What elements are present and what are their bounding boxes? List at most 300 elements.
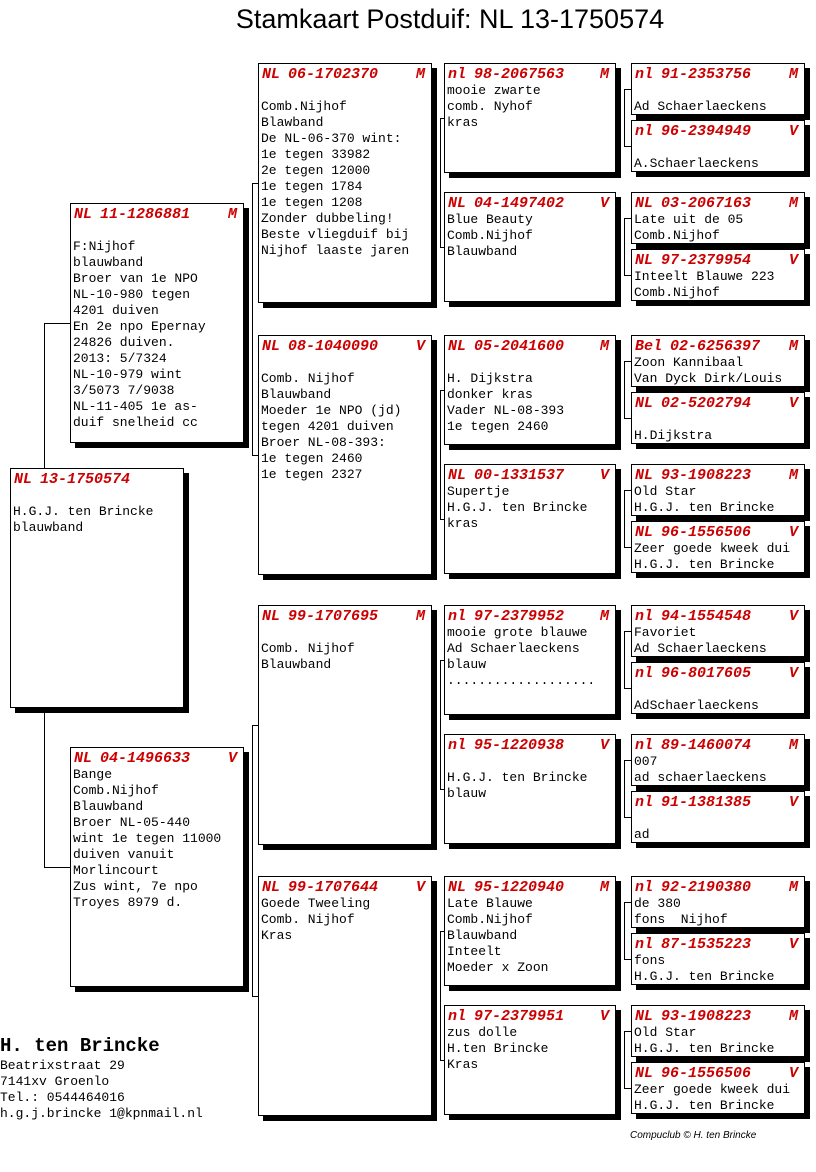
note-line: 2e tegen 12000 bbox=[261, 163, 371, 178]
ring-number: 97-2379951 bbox=[474, 1008, 565, 1025]
ring-number: 89-1460074 bbox=[661, 737, 752, 754]
sex-marker: V bbox=[788, 395, 798, 412]
bird-card-g16 bbox=[631, 1062, 805, 1114]
connector-line bbox=[624, 361, 625, 418]
bird-notes bbox=[259, 625, 431, 673]
bird-notes bbox=[632, 754, 804, 786]
bird-notes bbox=[71, 223, 243, 431]
bird-header bbox=[632, 792, 804, 811]
connector-line bbox=[624, 275, 631, 276]
ring-number: 05-2041600 bbox=[474, 338, 565, 355]
sex-marker: M bbox=[415, 608, 425, 625]
ring-number: 96-1556506 bbox=[661, 1065, 752, 1082]
connector-line bbox=[440, 118, 441, 247]
bird-header bbox=[632, 393, 804, 412]
bird-card-g11 bbox=[631, 734, 805, 786]
ring-number: 00-1331537 bbox=[474, 467, 565, 484]
page-title: Stamkaart Postduif: NL 13-1750574 bbox=[235, 4, 665, 34]
note-line: H.G.J. ten Brincke bbox=[13, 504, 154, 519]
country-code: NL bbox=[635, 395, 654, 412]
sex-marker: M bbox=[788, 467, 798, 484]
note-line: F:Nijhof bbox=[73, 239, 136, 254]
note-line: Old Star bbox=[634, 1025, 697, 1040]
ring-number: 96-8017605 bbox=[661, 665, 752, 682]
bird-card-mfm bbox=[444, 734, 616, 844]
bird-header bbox=[445, 877, 615, 896]
country-code: Bel bbox=[635, 338, 663, 355]
note-line: Blue Beauty bbox=[447, 212, 533, 227]
bird-card-g3 bbox=[631, 192, 805, 244]
bird-header bbox=[71, 204, 243, 223]
bird-notes bbox=[632, 212, 804, 244]
bird-card-mf bbox=[258, 605, 432, 845]
ring-number: 98-2067563 bbox=[474, 66, 565, 83]
note-line: Vader NL-08-393 bbox=[447, 403, 565, 418]
owner-phone: Tel.: 0544464016 bbox=[0, 1090, 125, 1105]
sex-marker: M bbox=[599, 66, 609, 83]
note-line: duiven vanuit bbox=[73, 847, 175, 862]
sex-marker: V bbox=[599, 195, 609, 212]
country-code: nl bbox=[635, 665, 654, 682]
note-line: Van Dyck Dirk/Louis bbox=[634, 371, 783, 386]
note-line: fons bbox=[634, 953, 666, 968]
bird-header bbox=[445, 465, 615, 484]
bird-header bbox=[632, 64, 804, 83]
note-line: wint 1e tegen 11000 bbox=[73, 831, 222, 846]
sex-marker: V bbox=[788, 608, 798, 625]
ring-number: 13-1750574 bbox=[40, 471, 131, 488]
note-line: H.G.J. ten Brincke bbox=[634, 1041, 775, 1056]
bird-header bbox=[632, 250, 804, 269]
bird-header bbox=[632, 121, 804, 140]
bird-notes bbox=[632, 412, 804, 444]
sex-marker: V bbox=[415, 338, 425, 355]
connector-line bbox=[624, 1031, 625, 1088]
connector-line bbox=[252, 183, 253, 455]
note-line: blauwband bbox=[13, 520, 84, 535]
connector-line bbox=[44, 867, 70, 868]
note-line: 1e tegen 1784 bbox=[261, 179, 363, 194]
connector-line bbox=[624, 490, 625, 547]
country-code: NL bbox=[74, 750, 93, 767]
bird-header bbox=[632, 934, 804, 953]
bird-notes bbox=[632, 1025, 804, 1057]
sex-marker: M bbox=[599, 608, 609, 625]
bird-notes bbox=[632, 140, 804, 172]
connector-line bbox=[252, 725, 253, 996]
bird-card-fmm bbox=[444, 464, 616, 574]
bird-card-ff bbox=[258, 63, 432, 303]
note-line: De NL-06-370 wint: bbox=[261, 131, 402, 146]
note-line: Comb.Nijhof bbox=[634, 228, 720, 243]
note-line bbox=[634, 811, 804, 827]
note-line: H.G.J. ten Brincke bbox=[634, 1098, 775, 1113]
bird-notes bbox=[445, 1025, 615, 1073]
country-code: NL bbox=[14, 471, 33, 488]
note-line: Blauwband bbox=[261, 387, 332, 402]
note-line: H.G.J. ten Brincke bbox=[447, 500, 588, 515]
bird-header bbox=[632, 606, 804, 625]
note-line bbox=[634, 83, 804, 99]
sex-marker: V bbox=[788, 123, 798, 140]
bird-header bbox=[632, 1006, 804, 1025]
connector-line bbox=[624, 631, 625, 688]
country-code: NL bbox=[262, 66, 281, 83]
note-line: Comb. Nijhof bbox=[261, 371, 355, 386]
note-line: donker kras bbox=[447, 387, 533, 402]
bird-header bbox=[632, 336, 804, 355]
country-code: NL bbox=[635, 1065, 654, 1082]
ring-number: 95-1220940 bbox=[474, 879, 565, 896]
note-line: Morlincourt bbox=[73, 863, 159, 878]
sex-marker: M bbox=[599, 338, 609, 355]
ring-number: 91-1381385 bbox=[661, 794, 752, 811]
bird-notes bbox=[632, 682, 804, 714]
owner-block bbox=[0, 1034, 203, 1122]
note-line bbox=[13, 488, 183, 504]
note-line bbox=[634, 682, 804, 698]
bird-notes bbox=[259, 896, 431, 944]
sex-marker: V bbox=[227, 750, 237, 767]
connector-line bbox=[624, 89, 625, 146]
bird-header bbox=[632, 1063, 804, 1082]
bird-header bbox=[259, 64, 431, 83]
note-line: NL-10-979 wint bbox=[73, 367, 183, 382]
ring-number: 03-2067163 bbox=[661, 195, 752, 212]
connector-line bbox=[624, 218, 625, 275]
note-line: 4201 duiven bbox=[73, 303, 159, 318]
connector-line bbox=[624, 490, 631, 491]
connector-line bbox=[624, 361, 631, 362]
note-line bbox=[634, 412, 804, 428]
bird-card-mff bbox=[444, 605, 616, 715]
note-line: Troyes 8979 d. bbox=[73, 895, 183, 910]
note-line: Blauwband bbox=[447, 928, 518, 943]
country-code: NL bbox=[448, 879, 467, 896]
note-line: Bange bbox=[73, 767, 113, 782]
bird-header bbox=[632, 735, 804, 754]
note-line: ................... bbox=[447, 673, 596, 688]
bird-card-father bbox=[70, 203, 244, 443]
note-line: Comb. Nijhof bbox=[261, 912, 355, 927]
note-line bbox=[261, 83, 431, 99]
bird-header bbox=[632, 193, 804, 212]
bird-header bbox=[259, 877, 431, 896]
connector-line bbox=[624, 959, 631, 960]
note-line: blauw bbox=[447, 657, 487, 672]
note-line: comb. Nyhof bbox=[447, 99, 533, 114]
note-line: Beste vliegduif bij bbox=[261, 227, 410, 242]
note-line: duif snelheid cc bbox=[73, 415, 198, 430]
note-line: Old Star bbox=[634, 484, 697, 499]
sex-marker: M bbox=[788, 1008, 798, 1025]
country-code: nl bbox=[448, 1008, 467, 1025]
country-code: nl bbox=[635, 737, 654, 754]
connector-line bbox=[624, 1031, 631, 1032]
bird-header bbox=[11, 469, 183, 488]
country-code: NL bbox=[448, 338, 467, 355]
sex-marker: V bbox=[788, 936, 798, 953]
note-line: blauwband bbox=[73, 255, 144, 270]
connector-line bbox=[624, 760, 631, 761]
bird-card-mm bbox=[258, 876, 432, 1116]
connector-line bbox=[624, 760, 625, 817]
bird-notes bbox=[632, 83, 804, 115]
ring-number: 08-1040090 bbox=[288, 338, 379, 355]
bird-card-g14 bbox=[631, 933, 805, 985]
sex-marker: V bbox=[788, 1065, 798, 1082]
note-line: A.Schaerlaeckens bbox=[634, 156, 759, 171]
sex-marker: V bbox=[788, 252, 798, 269]
country-code: NL bbox=[74, 206, 93, 223]
note-line: ad schaerlaeckens bbox=[634, 770, 767, 785]
note-line: H.G.J. ten Brincke bbox=[634, 557, 775, 572]
sex-marker: M bbox=[788, 66, 798, 83]
note-line: H.ten Brincke bbox=[447, 1041, 549, 1056]
bird-header bbox=[445, 735, 615, 754]
note-line: 24826 duiven. bbox=[73, 335, 175, 350]
connector-line bbox=[624, 902, 631, 903]
note-line: zus dolle bbox=[447, 1025, 518, 1040]
note-line: Kras bbox=[447, 1057, 479, 1072]
bird-notes bbox=[445, 212, 615, 260]
note-line: Blawband bbox=[261, 115, 324, 130]
bird-card-mmf bbox=[444, 876, 616, 986]
bird-notes bbox=[632, 541, 804, 573]
note-line: Comb.Nijhof bbox=[261, 99, 347, 114]
bird-card-g10 bbox=[631, 662, 805, 714]
bird-notes bbox=[632, 1082, 804, 1114]
bird-header bbox=[445, 1006, 615, 1025]
bird-card-mother bbox=[70, 747, 244, 987]
note-line: Goede Tweeling bbox=[261, 896, 371, 911]
note-line: Zeer goede kweek dui bbox=[634, 541, 791, 556]
connector-line bbox=[440, 390, 441, 519]
sex-marker: M bbox=[788, 195, 798, 212]
note-line: 2013: 5/7324 bbox=[73, 351, 167, 366]
note-line: H.G.J. ten Brincke bbox=[634, 500, 775, 515]
bird-notes bbox=[259, 355, 431, 483]
country-code: nl bbox=[635, 936, 654, 953]
note-line: Moeder x Zoon bbox=[447, 960, 549, 975]
connector-line bbox=[440, 660, 441, 789]
ring-number: 92-2190380 bbox=[661, 879, 752, 896]
note-line: fons Nijhof bbox=[634, 912, 728, 927]
bird-header bbox=[445, 64, 615, 83]
note-line: Inteelt Blauwe 223 bbox=[634, 269, 775, 284]
note-line: Comb.Nijhof bbox=[447, 228, 533, 243]
note-line: Comb.Nijhof bbox=[73, 783, 159, 798]
bird-header bbox=[632, 522, 804, 541]
country-code: NL bbox=[635, 252, 654, 269]
connector-line bbox=[624, 817, 631, 818]
country-code: nl bbox=[635, 123, 654, 140]
connector-line bbox=[624, 1088, 631, 1089]
country-code: NL bbox=[448, 195, 467, 212]
note-line: Blauwband bbox=[261, 657, 332, 672]
bird-notes bbox=[259, 83, 431, 259]
ring-number: 96-2394949 bbox=[661, 123, 752, 140]
bird-header bbox=[445, 193, 615, 212]
note-line: Ad Schaerlaeckens bbox=[447, 641, 580, 656]
country-code: NL bbox=[448, 467, 467, 484]
bird-card-g13 bbox=[631, 876, 805, 928]
note-line: mooie grote blauwe bbox=[447, 625, 588, 640]
note-line: Favoriet bbox=[634, 625, 697, 640]
note-line: ad bbox=[634, 827, 650, 842]
note-line: Supertje bbox=[447, 484, 510, 499]
note-line: Zonder dubbeling! bbox=[261, 211, 394, 226]
note-line bbox=[447, 754, 615, 770]
note-line: 1e tegen 33982 bbox=[261, 147, 371, 162]
bird-card-g9 bbox=[631, 605, 805, 657]
note-line: H.G.J. ten Brincke bbox=[447, 770, 588, 785]
sex-marker: V bbox=[599, 467, 609, 484]
bird-notes bbox=[445, 754, 615, 802]
ring-number: 11-1286881 bbox=[100, 206, 191, 223]
bird-card-mmm bbox=[444, 1005, 616, 1115]
bird-notes bbox=[632, 269, 804, 301]
country-code: nl bbox=[635, 66, 654, 83]
bird-notes bbox=[11, 488, 183, 536]
country-code: nl bbox=[448, 608, 467, 625]
note-line: tegen 4201 duiven bbox=[261, 419, 394, 434]
sex-marker: M bbox=[599, 879, 609, 896]
connector-line bbox=[624, 146, 631, 147]
note-line: Nijhof laaste jaren bbox=[261, 243, 410, 258]
bird-notes bbox=[445, 83, 615, 131]
ring-number: 06-1702370 bbox=[288, 66, 379, 83]
owner-city: 7141xv Groenlo bbox=[0, 1074, 110, 1089]
ring-number: 97-2379952 bbox=[474, 608, 565, 625]
ring-number: 93-1908223 bbox=[661, 1008, 752, 1025]
note-line: Broer NL-08-393: bbox=[261, 435, 386, 450]
connector-line bbox=[624, 418, 631, 419]
note-line: Comb. Nijhof bbox=[261, 641, 355, 656]
ring-number: 02-6256397 bbox=[670, 338, 761, 355]
connector-line bbox=[624, 89, 631, 90]
note-line: Zoon Kannibaal bbox=[634, 355, 744, 370]
ring-number: 99-1707644 bbox=[288, 879, 379, 896]
country-code: nl bbox=[448, 737, 467, 754]
bird-notes bbox=[632, 811, 804, 843]
note-line: Ad Schaerlaeckens bbox=[634, 99, 767, 114]
note-line: kras bbox=[447, 115, 479, 130]
country-code: NL bbox=[262, 608, 281, 625]
sex-marker: V bbox=[599, 737, 609, 754]
note-line: H. Dijkstra bbox=[447, 371, 533, 386]
ring-number: 93-1908223 bbox=[661, 467, 752, 484]
bird-notes bbox=[632, 355, 804, 387]
note-line bbox=[261, 355, 431, 371]
connector-line bbox=[624, 218, 631, 219]
bird-header bbox=[445, 336, 615, 355]
ring-number: 91-2353756 bbox=[661, 66, 752, 83]
note-line: 007 bbox=[634, 754, 658, 769]
ring-number: 02-5202794 bbox=[661, 395, 752, 412]
country-code: nl bbox=[635, 608, 654, 625]
bird-header bbox=[445, 606, 615, 625]
note-line: En 2e npo Epernay bbox=[73, 319, 206, 334]
ring-number: 87-1535223 bbox=[661, 936, 752, 953]
bird-header bbox=[632, 465, 804, 484]
connector-line bbox=[624, 547, 631, 548]
bird-card-g7 bbox=[631, 464, 805, 516]
ring-number: 99-1707695 bbox=[288, 608, 379, 625]
sex-marker: V bbox=[788, 794, 798, 811]
connector-line bbox=[624, 902, 625, 959]
sex-marker: V bbox=[599, 1008, 609, 1025]
bird-notes bbox=[445, 355, 615, 435]
country-code: nl bbox=[635, 794, 654, 811]
country-code: NL bbox=[262, 879, 281, 896]
note-line: Ad Schaerlaeckens bbox=[634, 641, 767, 656]
connector-line bbox=[440, 931, 441, 1060]
bird-card-fmf bbox=[444, 335, 616, 445]
note-line: Late uit de 05 bbox=[634, 212, 744, 227]
sex-marker: M bbox=[788, 879, 798, 896]
note-line bbox=[73, 223, 243, 239]
connector-line bbox=[44, 323, 70, 324]
note-line: kras bbox=[447, 516, 479, 531]
footer-credit: Compuclub © H. ten Brincke bbox=[630, 1130, 757, 1141]
bird-card-fm bbox=[258, 335, 432, 575]
country-code: NL bbox=[635, 467, 654, 484]
bird-card-g1 bbox=[631, 63, 805, 115]
note-line bbox=[447, 355, 615, 371]
note-line: Comb.Nijhof bbox=[447, 912, 533, 927]
connector-line bbox=[624, 688, 631, 689]
bird-card-g8 bbox=[631, 521, 805, 573]
note-line: Blauwband bbox=[73, 799, 144, 814]
note-line: 1e tegen 2460 bbox=[447, 419, 549, 434]
ring-number: 96-1556506 bbox=[661, 524, 752, 541]
note-line: Blauwband bbox=[447, 244, 518, 259]
owner-street: Beatrixstraat 29 bbox=[0, 1058, 125, 1073]
owner-email: h.g.j.brincke 1@kpnmail.nl bbox=[0, 1106, 203, 1121]
note-line: de 380 bbox=[634, 896, 681, 911]
sex-marker: M bbox=[788, 737, 798, 754]
note-line: NL-10-980 tegen bbox=[73, 287, 191, 302]
sex-marker: M bbox=[788, 338, 798, 355]
note-line: H.Dijkstra bbox=[634, 428, 713, 443]
note-line: H.G.J. ten Brincke bbox=[634, 969, 775, 984]
sex-marker: M bbox=[227, 206, 237, 223]
bird-notes bbox=[632, 625, 804, 657]
sex-marker: M bbox=[415, 66, 425, 83]
bird-notes bbox=[445, 484, 615, 532]
note-line bbox=[261, 625, 431, 641]
note-line: mooie zwarte bbox=[447, 83, 541, 98]
bird-notes bbox=[632, 896, 804, 928]
note-line: Inteelt bbox=[447, 944, 502, 959]
note-line: 1e tegen 2460 bbox=[261, 451, 363, 466]
bird-notes bbox=[632, 953, 804, 985]
bird-card-subject bbox=[10, 468, 184, 708]
bird-card-g6 bbox=[631, 392, 805, 444]
country-code: NL bbox=[262, 338, 281, 355]
note-line: 3/5073 7/9038 bbox=[73, 383, 175, 398]
country-code: nl bbox=[635, 879, 654, 896]
bird-notes bbox=[445, 625, 615, 689]
sex-marker: V bbox=[788, 665, 798, 682]
ring-number: 04-1496633 bbox=[100, 750, 191, 767]
note-line: Late Blauwe bbox=[447, 896, 533, 911]
note-line: Kras bbox=[261, 928, 293, 943]
note-line: blauw bbox=[447, 786, 487, 801]
note-line: Zeer goede kweek dui bbox=[634, 1082, 791, 1097]
bird-notes bbox=[632, 484, 804, 516]
